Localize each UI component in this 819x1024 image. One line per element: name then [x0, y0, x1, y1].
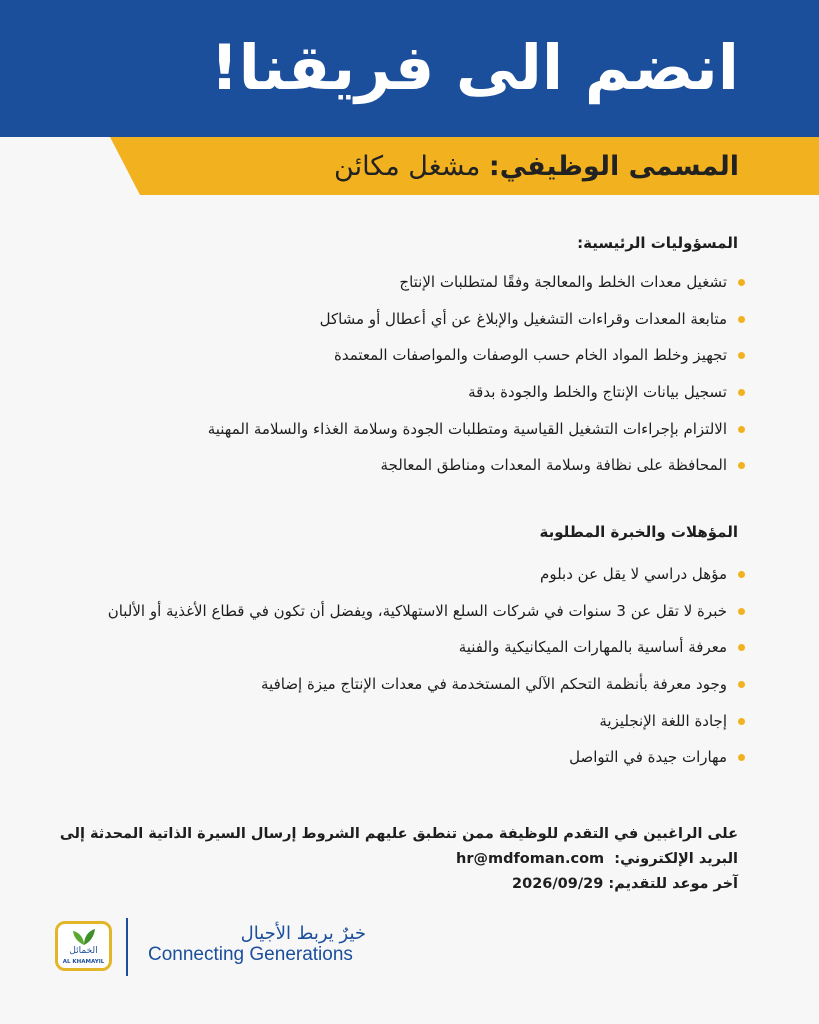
bullet-icon: [738, 608, 745, 615]
bullet-icon: [738, 389, 745, 396]
list-item: متابعة المعدات وقراءات التشغيل والإبلاغ عن أي أعطال أو مشاكل: [45, 307, 745, 344]
list-item: مهارات جيدة في التواصل: [45, 745, 745, 782]
tagline-english: Connecting Generations: [148, 944, 353, 965]
bullet-icon: [738, 681, 745, 688]
list-item: معرفة أساسية بالمهارات الميكانيكية والفنية: [45, 635, 745, 672]
bullet-icon: [738, 352, 745, 359]
responsibilities-heading: المسؤوليات الرئيسية:: [577, 234, 738, 252]
responsibilities-list: [45, 270, 745, 490]
leaf-icon: [72, 928, 96, 946]
logo-english-text: AL KHAMAYIL: [62, 959, 105, 965]
email-line: [60, 847, 738, 872]
job-title: [334, 150, 739, 184]
bullet-icon: [738, 279, 745, 286]
email-address[interactable]: hr@mdfoman.com: [456, 851, 605, 867]
list-item: تجهيز وخلط المواد الخام حسب الوصفات والمواصفات المعتمدة: [45, 343, 745, 380]
list-item: خبرة لا تقل عن 3 سنوات في شركات السلع الاستهلاكية، ويفضل أن تكون في قطاع الأغذية أو الألبان: [45, 599, 745, 636]
list-item: تسجيل بيانات الإنتاج والخلط والجودة بدقة: [45, 380, 745, 417]
job-title-label: المسمى الوظيفي:: [488, 151, 739, 182]
page-title: انضم الى فريقنا!: [210, 31, 739, 104]
deadline-line: [60, 872, 738, 897]
deadline-date: 2026/09/29: [512, 876, 604, 892]
job-title-value: مشغل مكائن: [334, 151, 481, 182]
qualifications-heading: المؤهلات والخبرة المطلوبة: [539, 523, 738, 541]
bullet-icon: [738, 718, 745, 725]
leaf-logo-icon: [55, 921, 112, 971]
application-instructions: على الراغبين في التقدم للوظيفة ممن تنطبق عليهم الشروط إرسال السيرة الذاتية المحدثة إلى: [59, 826, 738, 842]
bullet-icon: [738, 316, 745, 323]
list-item: إجادة اللغة الإنجليزية: [45, 709, 745, 746]
email-label: البريد الإلكتروني:: [614, 851, 738, 867]
bullet-icon: [738, 462, 745, 469]
logo-arabic-text: الخمائل: [69, 946, 98, 956]
bullet-icon: [738, 644, 745, 651]
tagline-arabic: خيرٌ يربط الأجيال: [240, 923, 366, 944]
application-info: [60, 822, 738, 897]
qualifications-list: [45, 562, 745, 782]
list-item: المحافظة على نظافة وسلامة المعدات ومناطق المعالجة: [45, 453, 745, 490]
list-item: مؤهل دراسي لا يقل عن دبلوم: [45, 562, 745, 599]
list-item: الالتزام بإجراءات التشغيل القياسية ومتطلبات الجودة وسلامة الغذاء والسلامة المهنية: [45, 417, 745, 454]
list-item: وجود معرفة بأنظمة التحكم الآلي المستخدمة في معدات الإنتاج ميزة إضافية: [45, 672, 745, 709]
bullet-icon: [738, 571, 745, 578]
deadline-label: آخر موعد للتقديم:: [608, 876, 738, 892]
list-item: تشغيل معدات الخلط والمعالجة وفقًا لمتطلبات الإنتاج: [45, 270, 745, 307]
bullet-icon: [738, 754, 745, 761]
bullet-icon: [738, 426, 745, 433]
footer-divider: [126, 918, 128, 976]
